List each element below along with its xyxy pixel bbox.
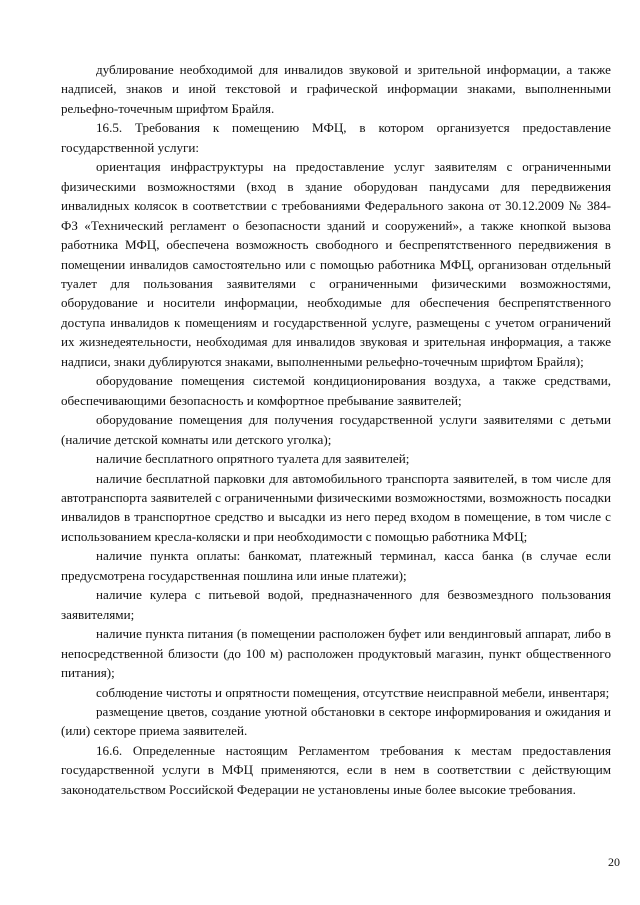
- paragraph-infrastructure-orientation: ориентация инфраструктуры на предоставление услуг заявителям с ограниченными физическими возможностями (вход в здание оборудован пандусами для передвижения инвалидных колясок в соответствии с требованиями Федерального закона от 30.12.2009 № 384-ФЗ «Технический регламент о безопасности зданий и сооружений», а также кнопкой вызова работника МФЦ, обеспечена возможность свободного и беспрепятственного передвижения в помещении инвалидов самостоятельно или с помощью работника МФЦ, организован отдельный туалет для пользования заявителями с ограниченными физическими возможностями, оборудование и носители информации, необходимые для обеспечения беспрепятственного доступа инвалидов к помещениям и государственной услуге, размещены с учетом ограничений их жизнедеятельности, необходимая для инвалидов звуковая и зрительная информация, а также надписи, знаки дублируются знаками, выполненными рельефно-точечным шрифтом Брайля);: [61, 159, 611, 369]
- paragraph-food-point: наличие пункта питания (в помещении расположен буфет или вендинговый аппарат, либо в непосредственной близости (до 100 м) расположен продуктовый магазин, пункт общественного питания);: [61, 626, 611, 681]
- page-number: 20: [608, 855, 620, 869]
- paragraph-toilet: наличие бесплатного опрятного туалета для заявителей;: [96, 451, 410, 467]
- paragraph-parking: наличие бесплатной парковки для автомобильного транспорта заявителей, в том числе для автотранспорта заявителей с ограниченными физическими возможностями, возможность посадки инвалидов в транспортное средство и высадки из него перед входом в помещение, в том числе с использованием кресла-коляски и при необходимости с помощью работника МФЦ;: [61, 470, 611, 544]
- paragraph-flowers-comfort: размещение цветов, создание уютной обстановки в секторе информирования и ожидания и (или) секторе приема заявителей.: [61, 703, 611, 739]
- paragraph-cleanliness: соблюдение чистоты и опрятности помещения, отсутствие неисправной мебели, инвентаря;: [96, 684, 610, 700]
- paragraph-payment-point: наличие пункта оплаты: банкомат, платежный терминал, касса банка (в случае если предусмотрена государственная пошлина или иные платежи);: [61, 548, 611, 583]
- paragraph-air-conditioning: оборудование помещения системой кондиционирования воздуха, а также средствами, обеспечивающими безопасность и комфортное пребывание заявителей;: [61, 373, 611, 408]
- paragraph-braille-duplication: дублирование необходимой для инвалидов звуковой и зрительной информации, а также надписей, знаков и иной текстовой и графической информации знаками, выполненными рельефно-точечным шрифтом Брайля.: [61, 62, 611, 116]
- paragraph-16-6: 16.6. Определенные настоящим Регламентом требования к местам предоставления государственной услуги в МФЦ применяются, если в нем в соответствии с действующим законодательством Российской Федерации не установлены иные более высокие требования.: [61, 742, 611, 797]
- paragraph-water-cooler: наличие кулера с питьевой водой, предназначенного для безвозмездного пользования заявителями;: [61, 587, 611, 622]
- paragraph-16-5-heading: 16.5. Требования к помещению МФЦ, в котором организуется предоставление государственной услуги:: [61, 120, 611, 155]
- document-body: [61, 60, 611, 799]
- paragraph-children-room: оборудование помещения для получения государственной услуги заявителями с детьми (наличие детской комнаты или детского уголка);: [61, 412, 611, 447]
